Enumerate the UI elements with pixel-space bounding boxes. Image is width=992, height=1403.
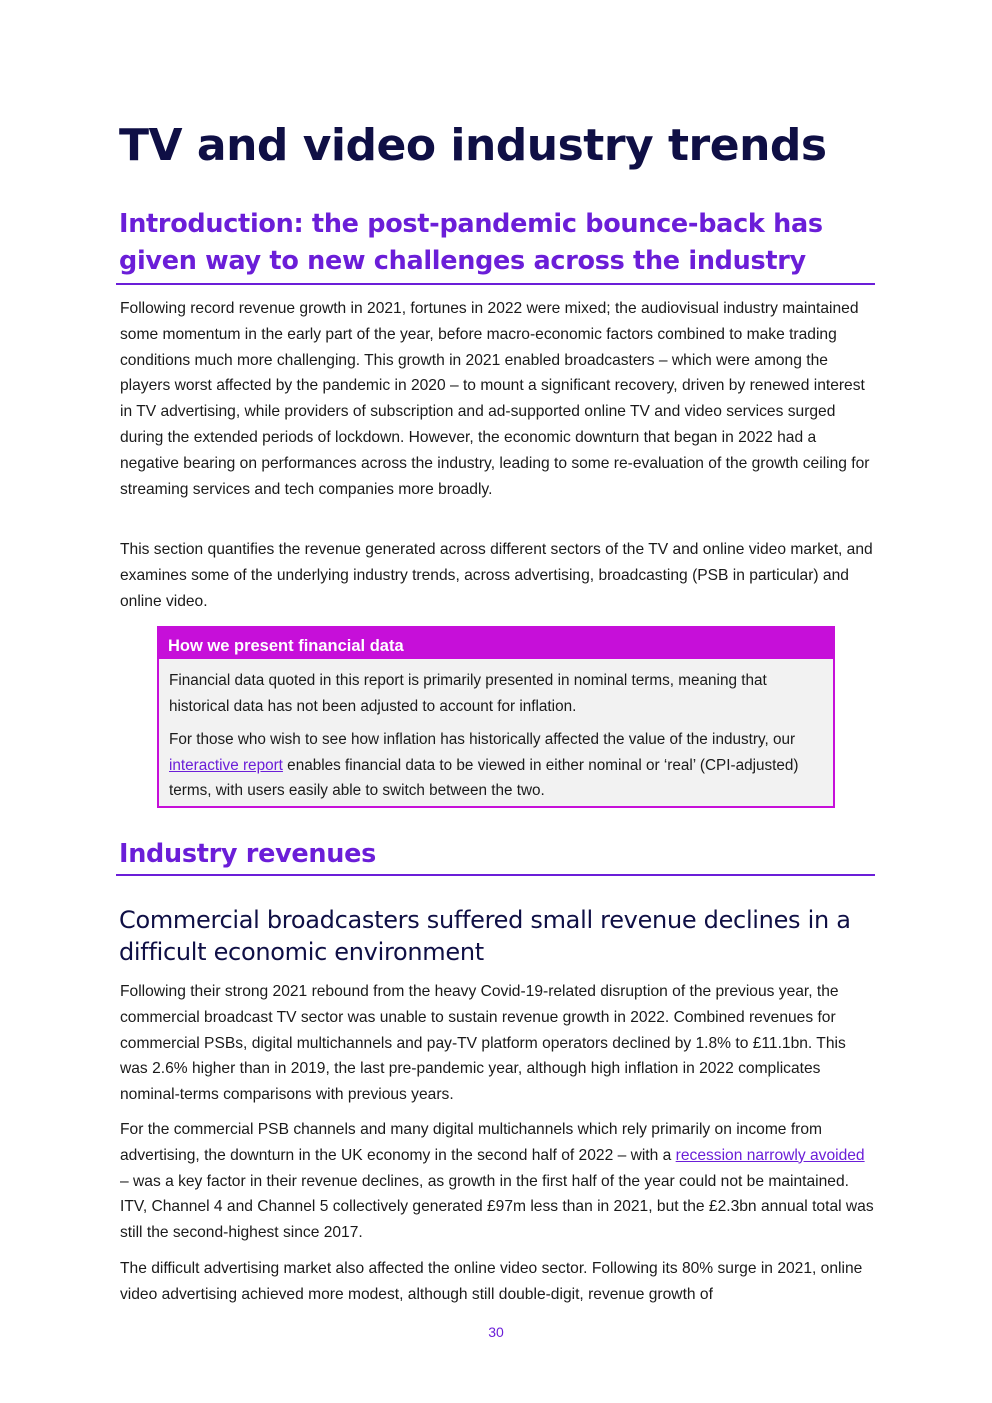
- intro-paragraph-2: This section quantifies the revenue generated across different sectors of the TV and online video market, and examines some of the underlying industry trends, across advertising, broadcasting (PSB in particular) and online video.: [120, 541, 873, 610]
- revenues-paragraph-2: [120, 1117, 876, 1246]
- revenues-paragraph-1: Following their strong 2021 rebound from the heavy Covid-19-related disruption of the previous year, the commercial broadcast TV sector was unable to sustain revenue growth in 2022. Combined revenues for commercial PSBs, digital multichannels and pay-TV platform operators declined by 1.8% to £11.1bn. This was 2.6% higher than in 2019, the last pre-pandemic year, although high inflation in 2022 complicates nominal-terms comparisons with previous years.: [120, 983, 846, 1104]
- industry-revenues-heading: Industry revenues: [119, 839, 376, 869]
- recession-narrowly-avoided-link[interactable]: recession narrowly avoided: [675, 1146, 865, 1164]
- intro-paragraph-1: Following record revenue growth in 2021, fortunes in 2022 were mixed; the audiovisual industry maintained some momentum in the early part of the year, before macro-economic factors combined to make trading conditions much more challenging. This growth in 2021 enabled broadcasters – which were among the players worst affected by the pandemic in 2020 – to mount a significant recovery, driven by renewed interest in TV advertising, while providers of subscription and ad-supported online TV and video services surged during the extended periods of lockdown. However, the economic downturn that began in 2022 had a negative bearing on performances across the industry, leading to some re-evaluation of the growth ceiling for streaming services and tech companies more broadly.: [120, 300, 870, 498]
- subheading-line2: difficult economic environment: [119, 938, 484, 966]
- callout-paragraph-2: [159, 727, 833, 804]
- intro-heading: [119, 206, 823, 280]
- intro-heading-line1: Introduction: the post-pandemic bounce-back has: [119, 209, 823, 239]
- interactive-report-link[interactable]: interactive report: [169, 756, 283, 774]
- intro-heading-rule: [116, 283, 875, 285]
- callout-title: How we present financial data: [159, 628, 833, 659]
- intro-heading-line2: given way to new challenges across the industry: [119, 246, 806, 276]
- revenues-paragraph-2-start: For the commercial PSB channels and many digital multichannels which rely primarily on income from advertising, the downturn in the UK economy in the second half of 2022 – with a: [120, 1121, 823, 1164]
- callout-paragraph-2-end: enables financial data to be viewed in either nominal or ‘real’ (CPI-adjusted) terms, with users easily able to switch between the two.: [169, 756, 799, 799]
- revenues-paragraph-2-end: – was a key factor in their revenue declines, as growth in the first half of the year could not be maintained. ITV, Channel 4 and Channel 5 collectively generated £97m less than in 2021, but the £2.3bn annual total was still the second-highest since 2017.: [120, 1172, 874, 1242]
- subheading-line1: Commercial broadcasters suffered small revenue declines in a: [119, 906, 851, 934]
- callout-paragraph-2-start: For those who wish to see how inflation has historically affected the value of the industry, our: [169, 731, 796, 748]
- commercial-broadcasters-subheading: [119, 904, 879, 968]
- industry-revenues-rule: [116, 874, 875, 876]
- revenues-paragraph-3: The difficult advertising market also affected the online video sector. Following its 80% surge in 2021, online video advertising achieved more modest, although still double-digit, revenue growth of: [120, 1260, 863, 1303]
- page-number: 30: [488, 1324, 504, 1340]
- page-title: TV and video industry trends: [119, 120, 827, 171]
- financial-data-callout: [157, 626, 835, 808]
- callout-paragraph-1: Financial data quoted in this report is primarily presented in nominal terms, meaning that historical data has not been adjusted to account for inflation.: [169, 672, 767, 715]
